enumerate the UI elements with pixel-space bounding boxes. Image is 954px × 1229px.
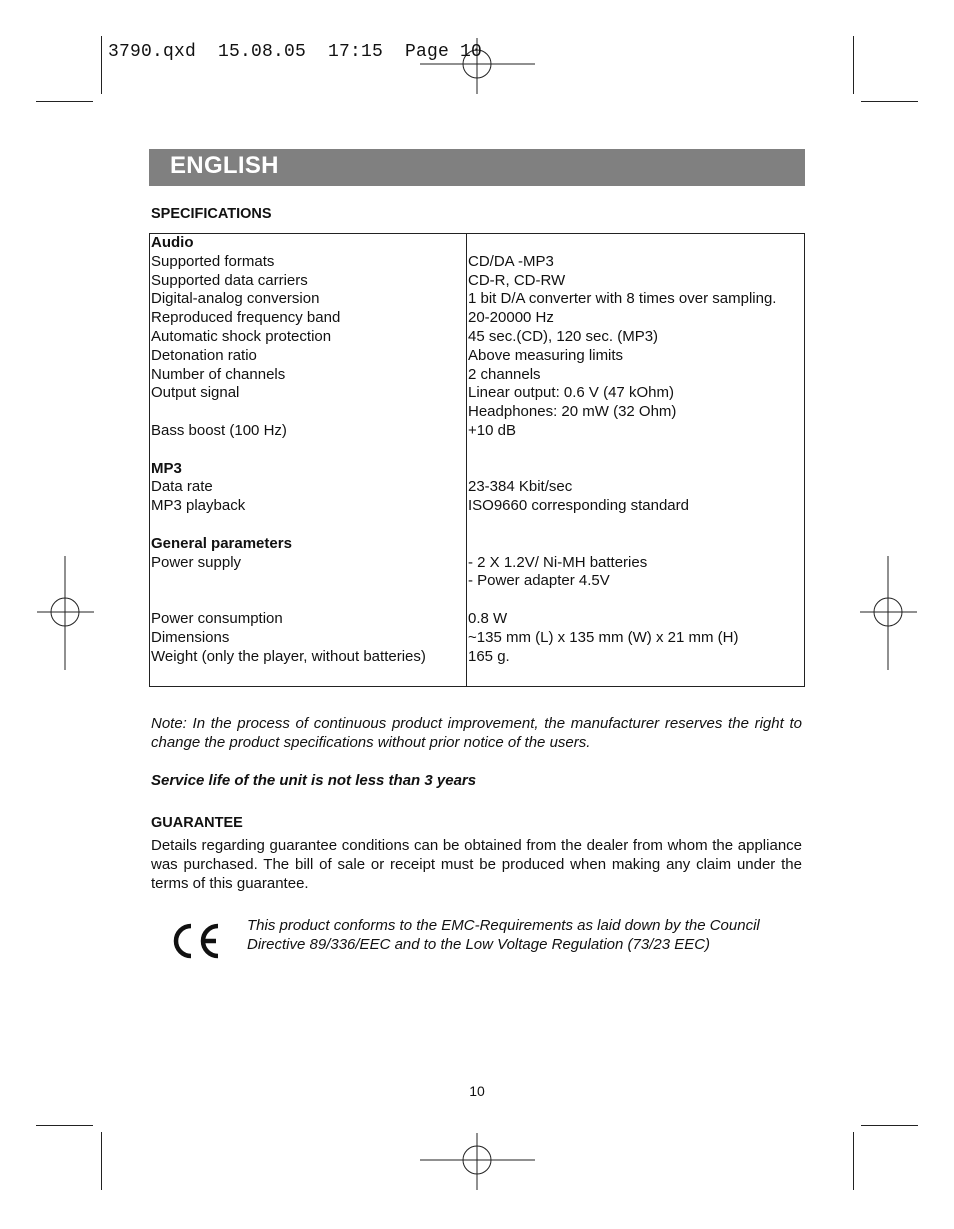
banner-title: ENGLISH bbox=[170, 152, 279, 179]
spec-label: Dimensions bbox=[151, 628, 230, 646]
specifications-heading: SPECIFICATIONS bbox=[151, 206, 272, 222]
spec-label bbox=[151, 572, 463, 591]
product-note: Note: In the process of continuous product improvement, the manufacturer reserves the right to change the product specifications without prior notice of the users. bbox=[151, 715, 802, 751]
spec-value: Headphones: 20 mW (32 Ohm) bbox=[468, 403, 677, 421]
spec-label: Data rate bbox=[151, 478, 213, 496]
registration-target-icon bbox=[860, 556, 917, 670]
spec-value: 1 bit D/A converter with 8 times over sampling. bbox=[468, 290, 777, 308]
guarantee-heading: GUARANTEE bbox=[151, 815, 243, 831]
spec-value: - Power adapter 4.5V bbox=[468, 572, 610, 590]
spec-group-heading: MP3 bbox=[151, 459, 182, 477]
spec-label: Supported data carriers bbox=[151, 271, 308, 289]
spec-label bbox=[151, 441, 463, 460]
spec-group-heading: General parameters bbox=[151, 534, 292, 552]
spec-label: Digital-analog conversion bbox=[151, 290, 320, 308]
spec-label: Supported formats bbox=[151, 252, 275, 270]
spec-label: MP3 playback bbox=[151, 497, 246, 515]
registration-target-icon bbox=[37, 556, 94, 670]
language-banner bbox=[149, 149, 805, 186]
spec-label: Number of channels bbox=[151, 365, 286, 383]
spec-value: Linear output: 0.6 V (47 kOhm) bbox=[468, 384, 674, 402]
spec-group-heading: Audio bbox=[151, 234, 194, 251]
spec-label: Reproduced frequency band bbox=[151, 309, 341, 327]
spec-label: Detonation ratio bbox=[151, 346, 257, 364]
spec-value bbox=[468, 460, 804, 479]
spec-label: Power supply bbox=[151, 553, 242, 571]
spec-label: Automatic shock protection bbox=[151, 327, 332, 345]
spec-value: 45 sec.(CD), 120 sec. (MP3) bbox=[468, 327, 659, 345]
spec-value: ~135 mm (L) x 135 mm (W) x 21 mm (H) bbox=[468, 628, 739, 646]
spec-label bbox=[151, 516, 463, 535]
spec-value: 20-20000 Hz bbox=[468, 309, 554, 327]
spec-value: +10 dB bbox=[468, 421, 516, 439]
print-slug: 3790.qxd 15.08.05 17:15 Page 10 bbox=[108, 42, 483, 62]
spec-value bbox=[468, 234, 804, 253]
spec-value: - 2 X 1.2V/ Ni-MH batteries bbox=[468, 553, 648, 571]
spec-label bbox=[151, 591, 463, 610]
registration-target-icon bbox=[420, 1133, 535, 1190]
spec-label: Output signal bbox=[151, 384, 240, 402]
spec-value: CD-R, CD-RW bbox=[468, 271, 566, 289]
ce-conformity-statement: This product conforms to the EMC-Requirements as laid down by the Council Directive 89/336/EEC and to the Low Voltage Regulation (73/23 EEC) bbox=[247, 917, 760, 953]
spec-value bbox=[468, 441, 804, 460]
service-life-statement: Service life of the unit is not less than 3 years bbox=[151, 772, 477, 789]
spec-value bbox=[468, 591, 804, 610]
spec-value bbox=[468, 516, 804, 535]
spec-value: CD/DA -MP3 bbox=[468, 252, 554, 270]
spec-value: 0.8 W bbox=[468, 609, 508, 627]
spec-values-column bbox=[468, 234, 804, 666]
spec-value: Above measuring limits bbox=[468, 346, 624, 364]
spec-label bbox=[151, 403, 463, 422]
specifications-table bbox=[149, 233, 805, 687]
page-number: 10 bbox=[469, 1083, 485, 1099]
spec-labels-column bbox=[151, 234, 463, 666]
spec-label: Bass boost (100 Hz) bbox=[151, 421, 287, 439]
ce-mark-icon bbox=[166, 921, 226, 961]
guarantee-text: Details regarding guarantee conditions can be obtained from the dealer from whom the appliance was purchased. The bill of sale or receipt must be produced when making any claim under the terms of this guarantee. bbox=[151, 837, 802, 892]
spec-value: 2 channels bbox=[468, 365, 541, 383]
spec-value: 23-384 Kbit/sec bbox=[468, 478, 573, 496]
spec-label: Weight (only the player, without batteries) bbox=[151, 647, 426, 665]
spec-value bbox=[468, 535, 804, 554]
table-column-divider bbox=[466, 234, 467, 686]
spec-label: Power consumption bbox=[151, 609, 283, 627]
spec-value: 165 g. bbox=[468, 647, 510, 665]
spec-value: ISO9660 corresponding standard bbox=[468, 497, 689, 515]
